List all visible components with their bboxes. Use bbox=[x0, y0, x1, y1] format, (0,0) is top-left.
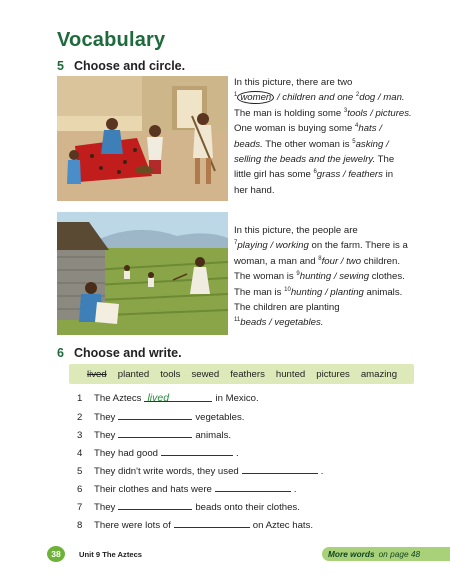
plain-text: The man is bbox=[234, 286, 285, 298]
exercise-number: 5 bbox=[57, 59, 64, 73]
option-text: hats / bbox=[358, 123, 382, 135]
plain-text: animals. bbox=[363, 286, 403, 298]
option-text: beads. bbox=[234, 138, 263, 150]
question-number: 7 bbox=[77, 502, 83, 513]
page-footer bbox=[47, 544, 432, 563]
question-text: There were lots of bbox=[94, 520, 171, 531]
question-number: 1 bbox=[77, 393, 83, 404]
question-number: 6 bbox=[77, 484, 83, 495]
text-line: In this picture, the people are bbox=[234, 225, 358, 236]
circled-answer bbox=[237, 91, 274, 104]
answer-blank[interactable] bbox=[174, 518, 250, 528]
question-row bbox=[77, 392, 259, 404]
item-number: 9 bbox=[296, 271, 300, 278]
question-text: . bbox=[320, 466, 324, 477]
plain-text: clothes. bbox=[369, 271, 405, 283]
word-bank-item: feathers bbox=[230, 368, 265, 380]
text-line: In this picture, there are two bbox=[234, 77, 353, 88]
aztec-market-illustration bbox=[57, 76, 228, 201]
plain-text: The bbox=[375, 154, 395, 166]
question-text: . bbox=[236, 448, 239, 459]
answer-blank[interactable] bbox=[118, 428, 192, 438]
exercise-6-heading bbox=[57, 346, 182, 360]
question-number: 5 bbox=[77, 466, 83, 477]
question-row bbox=[77, 428, 231, 441]
unit-label: Unit 9 The Aztecs bbox=[79, 550, 143, 559]
item-number: 5 bbox=[352, 138, 356, 145]
option-text: dog / man. bbox=[359, 92, 405, 104]
item-number: 6 bbox=[313, 169, 317, 176]
option-text: grass / feathers bbox=[316, 169, 383, 181]
question-number: 3 bbox=[77, 430, 83, 441]
question-text: animals. bbox=[195, 430, 232, 441]
paragraph-farm bbox=[234, 223, 434, 331]
text-line bbox=[234, 152, 434, 167]
option-text: selling the beads and the jewelry. bbox=[234, 154, 376, 166]
question-text: They bbox=[94, 412, 116, 423]
plain-text: One woman is buying some bbox=[234, 123, 356, 135]
option-text: / children and one bbox=[274, 92, 356, 104]
more-words-bold: More words bbox=[328, 549, 375, 559]
text-line bbox=[234, 167, 434, 182]
option-text: beads / vegetables. bbox=[240, 317, 324, 329]
question-row bbox=[77, 482, 297, 495]
aztec-farm-illustration bbox=[57, 212, 228, 335]
page-number: 38 bbox=[47, 546, 65, 562]
option-text: tools / pictures. bbox=[347, 107, 412, 119]
question-number: 8 bbox=[77, 520, 83, 531]
item-number: 1 bbox=[234, 92, 238, 99]
item-number: 2 bbox=[355, 92, 360, 99]
more-words-page: on page 48 bbox=[378, 549, 421, 559]
question-text: vegetables. bbox=[195, 412, 245, 423]
text-line: The children are planting bbox=[234, 302, 340, 314]
word-bank-item: planted bbox=[117, 368, 150, 380]
option-text: hunting / planting bbox=[290, 286, 364, 298]
paragraph-market bbox=[234, 75, 434, 198]
plain-text: on the farm. There is a bbox=[308, 240, 408, 252]
question-row bbox=[77, 500, 300, 513]
word-bank-item: pictures bbox=[316, 368, 350, 380]
answer-blank[interactable] bbox=[144, 392, 212, 402]
more-words-link[interactable] bbox=[322, 547, 450, 561]
exercise-instruction: Choose and write. bbox=[73, 346, 182, 360]
plain-text: woman, a man and bbox=[234, 255, 319, 267]
question-text: They bbox=[94, 430, 116, 441]
item-number: 3 bbox=[343, 107, 348, 114]
text-line bbox=[234, 238, 434, 253]
answer-blank[interactable] bbox=[161, 446, 233, 456]
text-line bbox=[234, 254, 434, 269]
text-line bbox=[234, 269, 434, 284]
word-bank-item: lived bbox=[87, 368, 107, 380]
option-text: playing / working bbox=[237, 240, 309, 252]
answer-blank[interactable] bbox=[242, 464, 318, 474]
text-line bbox=[234, 315, 434, 330]
item-number: 10 bbox=[284, 286, 291, 293]
text-line bbox=[234, 137, 434, 152]
plain-text: The woman is bbox=[234, 271, 297, 283]
exercise-5-heading bbox=[57, 59, 185, 73]
plain-text: children. bbox=[361, 255, 401, 267]
filled-answer: lived bbox=[147, 392, 170, 404]
question-text: They didn't write words, they used bbox=[94, 466, 239, 477]
text-line bbox=[234, 285, 434, 300]
text-line bbox=[234, 121, 434, 136]
text-line: her hand. bbox=[234, 184, 275, 196]
exercise-instruction: Choose and circle. bbox=[73, 59, 186, 73]
question-text: . bbox=[293, 484, 297, 495]
question-text: on Aztec hats. bbox=[252, 520, 314, 531]
question-row bbox=[77, 464, 323, 477]
item-number: 7 bbox=[234, 240, 238, 247]
item-number: 8 bbox=[318, 255, 322, 262]
question-text: Their clothes and hats were bbox=[94, 484, 212, 495]
text-line bbox=[234, 90, 434, 105]
question-text: beads onto their clothes. bbox=[195, 502, 300, 513]
plain-text: The other woman is bbox=[262, 138, 353, 150]
option-text: four / two bbox=[321, 255, 362, 267]
item-number: 11 bbox=[234, 317, 241, 324]
word-bank-item: tools bbox=[160, 368, 181, 380]
text-line bbox=[234, 106, 434, 121]
question-row bbox=[77, 518, 313, 531]
question-text: The Aztecs bbox=[94, 393, 142, 404]
question-text: in Mexico. bbox=[215, 393, 259, 404]
answer-blank[interactable] bbox=[215, 482, 291, 492]
question-text: They had good bbox=[94, 448, 159, 459]
plain-text: in bbox=[382, 169, 394, 181]
option-text: hunting / sewing bbox=[299, 271, 370, 283]
word-bank-item: sewed bbox=[191, 368, 220, 380]
word-bank-item: hunted bbox=[275, 368, 306, 380]
question-row bbox=[77, 410, 244, 423]
question-number: 4 bbox=[77, 448, 83, 459]
answer-blank[interactable] bbox=[118, 500, 192, 510]
option-text: asking / bbox=[355, 138, 389, 150]
answer-blank[interactable] bbox=[118, 410, 192, 420]
plain-text: The man is holding some bbox=[234, 107, 344, 119]
exercise-number: 6 bbox=[57, 346, 64, 360]
question-row bbox=[77, 446, 239, 459]
page-title: Vocabulary bbox=[57, 29, 166, 51]
question-text: They bbox=[94, 502, 116, 513]
word-bank-item: amazing bbox=[360, 368, 398, 380]
question-number: 2 bbox=[77, 412, 83, 423]
plain-text: little girl has some bbox=[234, 169, 314, 181]
answer-word: women bbox=[240, 92, 272, 104]
item-number: 4 bbox=[355, 123, 359, 130]
word-bank bbox=[69, 364, 414, 384]
